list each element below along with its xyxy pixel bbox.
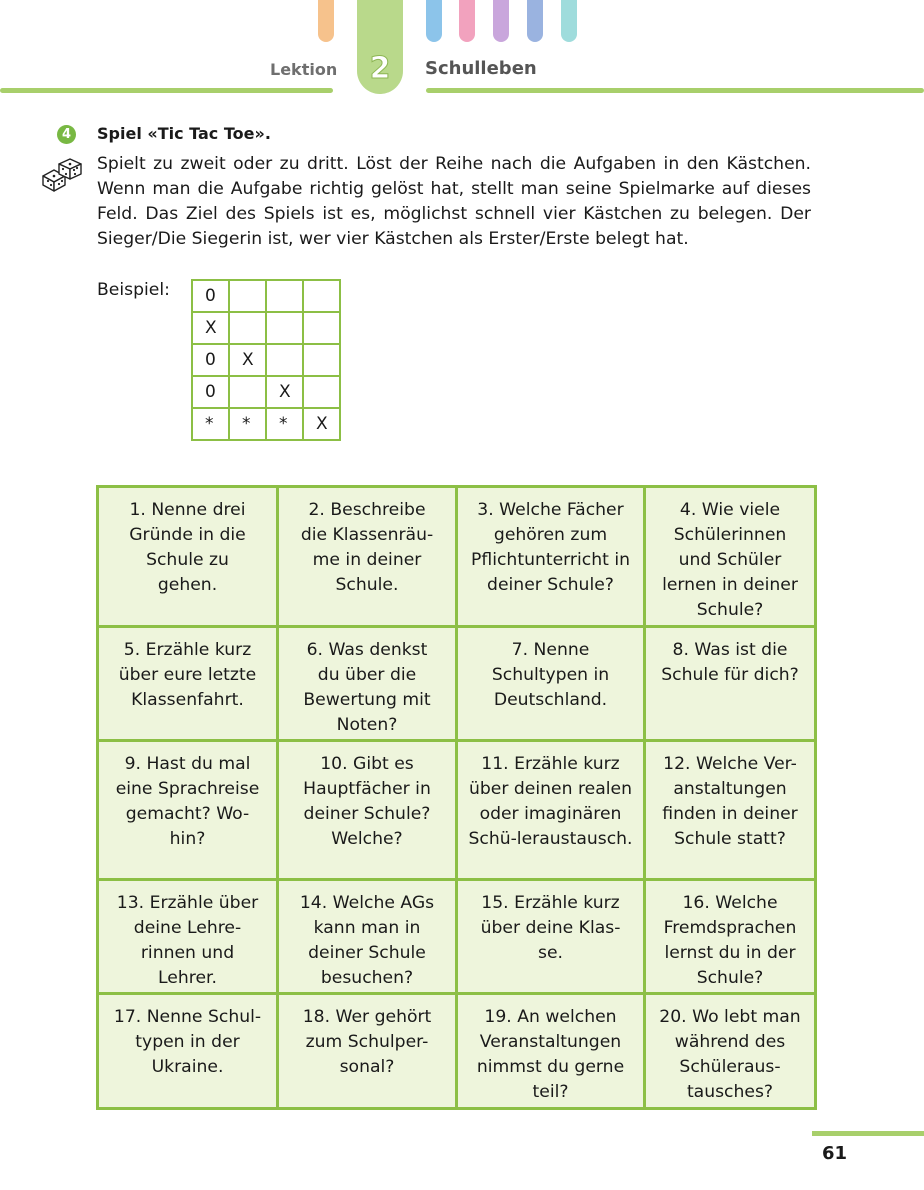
lesson-number: 2 xyxy=(369,51,391,86)
example-cell xyxy=(303,376,340,408)
dice-icon xyxy=(40,156,84,192)
example-cell xyxy=(229,280,266,312)
example-cell xyxy=(303,312,340,344)
example-grid xyxy=(191,279,341,441)
grid-cell-4[interactable]: 4. Wie viele Schülerinnen und Schüler lernen in deiner Schule? xyxy=(645,487,816,627)
example-cell xyxy=(266,312,303,344)
task-title: Spiel «Tic Tac Toe». xyxy=(97,124,271,143)
example-cell: 0 xyxy=(192,280,229,312)
grid-cell-17[interactable]: 17. Nenne Schul-typen in der Ukraine. xyxy=(98,994,278,1109)
grid-row xyxy=(98,627,816,741)
example-cell xyxy=(303,344,340,376)
example-cell: X xyxy=(229,344,266,376)
grid-cell-2[interactable]: 2. Beschreibe die Klassenräu-me in deiner Schule. xyxy=(278,487,457,627)
grid-cell-8[interactable]: 8. Was ist die Schule für dich? xyxy=(645,627,816,741)
color-tab xyxy=(426,0,442,42)
grid-row xyxy=(98,880,816,994)
grid-cell-10[interactable]: 10. Gibt es Hauptfächer in deiner Schule? Welche? xyxy=(278,741,457,880)
example-cell xyxy=(266,344,303,376)
grid-row xyxy=(98,741,816,880)
grid-row xyxy=(98,994,816,1109)
example-cell xyxy=(303,280,340,312)
grid-cell-12[interactable]: 12. Welche Ver-anstaltungen finden in deiner Schule statt? xyxy=(645,741,816,880)
grid-cell-6[interactable]: 6. Was denkst du über die Bewertung mit Noten? xyxy=(278,627,457,741)
example-cell xyxy=(229,376,266,408)
grid-cell-1[interactable]: 1. Nenne drei Gründe in die Schule zu gehen. xyxy=(98,487,278,627)
grid-cell-18[interactable]: 18. Wer gehört zum Schulper-sonal? xyxy=(278,994,457,1109)
lesson-badge xyxy=(357,0,403,94)
example-cell: * xyxy=(266,408,303,440)
example-label: Beispiel: xyxy=(97,280,170,300)
page-number: 61 xyxy=(822,1143,848,1164)
grid-cell-13[interactable]: 13. Erzähle über deine Lehre-rinnen und Lehrer. xyxy=(98,880,278,994)
topic-title: Schulleben xyxy=(425,58,537,79)
color-tab xyxy=(459,0,475,42)
example-cell: * xyxy=(229,408,266,440)
grid-cell-15[interactable]: 15. Erzähle kurz über deine Klas-se. xyxy=(457,880,645,994)
example-row xyxy=(192,344,340,376)
color-tab xyxy=(561,0,577,42)
example-cell: 0 xyxy=(192,344,229,376)
grid-cell-7[interactable]: 7. Nenne Schultypen in Deutschland. xyxy=(457,627,645,741)
example-cell xyxy=(229,312,266,344)
example-row xyxy=(192,312,340,344)
grid-cell-3[interactable]: 3. Welche Fächer gehören zum Pflichtunterricht in deiner Schule? xyxy=(457,487,645,627)
color-tab xyxy=(527,0,543,42)
grid-cell-5[interactable]: 5. Erzähle kurz über eure letzte Klassenfahrt. xyxy=(98,627,278,741)
example-row xyxy=(192,408,340,440)
header-rule-left xyxy=(0,88,333,93)
example-cell: X xyxy=(266,376,303,408)
footer-rule xyxy=(812,1131,924,1136)
example-row xyxy=(192,280,340,312)
grid-cell-14[interactable]: 14. Welche AGs kann man in deiner Schule besuchen? xyxy=(278,880,457,994)
color-tabs xyxy=(0,0,924,44)
color-tab xyxy=(318,0,334,42)
color-tab xyxy=(493,0,509,42)
grid-cell-19[interactable]: 19. An welchen Veranstaltungen nimmst du gerne teil? xyxy=(457,994,645,1109)
example-cell xyxy=(266,280,303,312)
task-grid xyxy=(96,485,817,1110)
example-cell: 0 xyxy=(192,376,229,408)
task-instructions: Spielt zu zweit oder zu dritt. Löst der Reihe nach die Aufgaben in den Kästchen. Wenn man die Aufgabe richtig gelöst hat, stellt man seine Spielmarke auf dieses Feld. Das Ziel des Spiels ist es, möglichst schnell vier Kästchen zu belegen. Der Sieger/Die Siegerin ist, wer vier Kästchen als Erster/Erste belegt hat. xyxy=(97,154,811,249)
example-cell: X xyxy=(303,408,340,440)
grid-cell-11[interactable]: 11. Erzähle kurz über deinen realen oder imaginären Schü-leraustausch. xyxy=(457,741,645,880)
grid-row xyxy=(98,487,816,627)
lektion-label: Lektion xyxy=(270,60,338,79)
grid-cell-9[interactable]: 9. Hast du mal eine Sprachreise gemacht? Wo-hin? xyxy=(98,741,278,880)
task-number-badge: 4 xyxy=(57,125,76,144)
example-row xyxy=(192,376,340,408)
example-cell: X xyxy=(192,312,229,344)
example-cell: * xyxy=(192,408,229,440)
header-rule-right xyxy=(426,88,924,93)
grid-cell-20[interactable]: 20. Wo lebt man während des Schüleraus-tausches? xyxy=(645,994,816,1109)
grid-cell-16[interactable]: 16. Welche Fremdsprachen lernst du in der Schule? xyxy=(645,880,816,994)
